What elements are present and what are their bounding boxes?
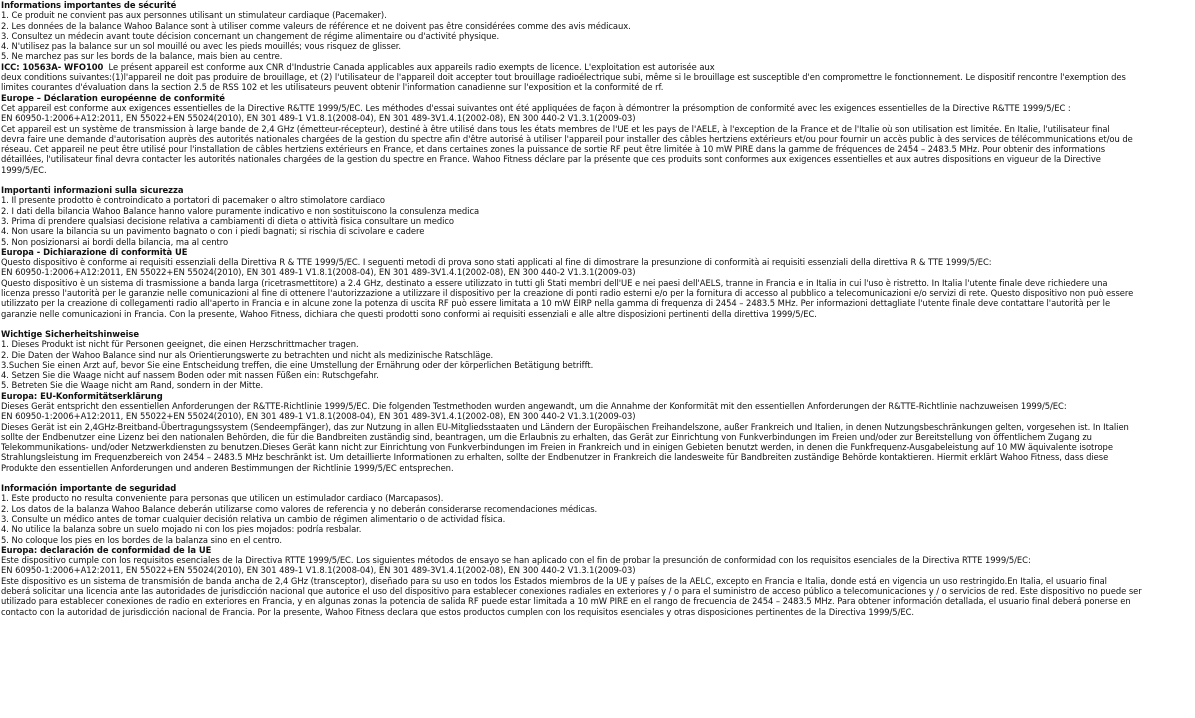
text-line: Este dispositivo cumple con los requisitos esenciales de la Directiva RTTE 1999/5/EC. Los siguientes métodos de ensayo se han aplicado con el fin de probar la presunción de conformidad con los requisitos esenciales de la Directiva RTTE 1999/5/EC: — [1, 555, 1031, 566]
section-title: Informations importantes de sécurité — [1, 0, 177, 10]
list-item: 3.Suchen Sie einen Arzt auf, bevor Sie eine Entscheidung treffen, die eine Umstellung der Ernährung oder der körperlichen Betätigung betrifft. — [1, 359, 594, 370]
section-title: Wichtige Sicherheitshinweise — [1, 328, 139, 339]
text-line: contacto con la autoridad de jurisdicción nacional de Francia. Por la presente, Wahoo Fitness declara que estos productos cumplen con los requisitos esenciales y otras disposiciones pertinentes de la Directiva 1999/5/EC. — [1, 606, 914, 617]
text-line: Telekommunikations- und/oder Netzwerkdiensten zu benutzen.Dieses Gerät kann nicht zur Einrichtung von Funkverbindungen im Freien in Frankreich und in einigen Gebieten benutzt werden, in denen die Funkfrequenz-Ausgabeleistung auf 10 MW äquivalente isotrope — [1, 442, 1113, 453]
text-line: devra faire une demande d'autorisation auprès des autorités nationales chargées de la gestion du spectre afin d'être autorisé à utiliser l'appareil pour installer des câbles hertziens extérieurs et/ou pour fournir un accès public à des services de télécommunications et/ou de — [1, 133, 1133, 144]
list-item: 1. Dieses Produkt ist nicht für Personen geeignet, die einen Herzschrittmacher tragen. — [1, 339, 359, 350]
text-line: Strahlungsleistung im Frequenzbereich von 2454 – 2483.5 MHz beschränkt ist. Um detaillierte Informationen zu erhalten, sollte der Endbenutzer in Frankreich die landesweite für Bandbreiten zuständige Behörde kontaktieren. Hiermit erklärt Wahoo Fitness, dass diese — [1, 452, 1109, 463]
list-item: 1. Il presente prodotto è controindicato a portatori di pacemaker o altro stimolatore cardiaco — [1, 195, 386, 206]
list-item: 3. Consultez un médecin avant toute décision concernant un changement de régime alimentaire ou d'activité physique. — [1, 30, 500, 41]
icc-label: ICC: 10563A- WFO100 — [1, 61, 104, 72]
text-line: Este dispositivo es un sistema de transmisión de banda ancha de 2,4 GHz (transceptor), diseñado para su uso en todos los Estados miembros de la UE y países de la AELC, excepto en Francia e Italia, donde está en vigencia un uso restringido.En Italia, el usuario final — [1, 575, 1107, 586]
text-line: 1999/5/EC. — [1, 164, 47, 175]
list-item: 2. Les données de la balance Wahoo Balance sont à utiliser comme valeurs de référence et ne doivent pas être considérées comme des avis médicaux. — [1, 20, 631, 31]
list-item: 5. Non posizionarsi ai bordi della bilancia, ma al centro — [1, 236, 229, 247]
text-line: utilizzato per la creazione di collegamenti radio all'aperto in Francia e in alcune zone la potenza di uscita RF può essere limitata a 10 mW EIRP nella gamma di frequenza di 2454 – 2483.5 MHz. Per informazioni dettagliate l'utente finale deve contattare l'autorità per le — [1, 298, 1111, 309]
text-line: Produkte den essentiellen Anforderungen und anderen Bestimmungen der Richtlinie 1999/5/EC entsprechen. — [1, 462, 454, 473]
conformity-title: Europa: EU-Konformitätserklärung — [1, 390, 163, 401]
conformity-title: Europe – Déclaration européenne de conformité — [1, 92, 225, 103]
conformity-title: Europa - Dichiarazione di conformità UE — [1, 246, 188, 257]
list-item: 2. I dati della bilancia Wahoo Balance hanno valore puramente indicativo e non sostituiscono la consulenza medica — [1, 205, 480, 216]
text-line: limites courantes d'évaluation dans la section 2.5 de RSS 102 et les utilisateurs peuvent obtenir l'information canadienne sur l'exposition et la conformité de rf. — [1, 82, 664, 93]
text-line: EN 60950-1:2006+A12:2011, EN 55022+EN 55024(2010), EN 301 489-1 V1.8.1(2008-04), EN 301 489-3V1.4.1(2002-08), EN 300 440-2 V1.3.1(2009-03) — [1, 267, 636, 278]
list-item: 4. Non usare la bilancia su un pavimento bagnato o con i piedi bagnati; si rischia di scivolare e cadere — [1, 226, 425, 237]
list-item: 5. Betreten Sie die Waage nicht am Rand, sondern in der Mitte. — [1, 380, 264, 391]
list-item: 4. N'utilisez pas la balance sur un sol mouillé ou avec les pieds mouillés; vous risquez de glisser. — [1, 41, 402, 52]
list-item: 2. Die Daten der Wahoo Balance sind nur als Orientierungswerte zu betrachten und nicht als medizinische Ratschläge. — [1, 349, 494, 360]
text-line: EN 60950-1:2006+A12:2011, EN 55022+EN 55024(2010), EN 301 489-1 V1.8.1(2008-04), EN 301 489-3V1.4.1(2002-08), EN 300 440-2 V1.3.1(2009-03) — [1, 411, 636, 422]
text-line: Questo dispositivo è un sistema di trasmissione a banda larga (ricetrasmettitore) a 2.4 GHz, destinato a essere utilizzato in tutti gli Stati membri dell'UE e nei paesi dell'AELS, tranne in Francia e in Italia in cui l'uso è ristretto. In Italia l'utente finale deve richiedere una — [1, 277, 1108, 288]
text-line: EN 60950-1:2006+A12:2011, EN 55022+EN 55024(2010), EN 301 489-1 V1.8.1(2008-04), EN 301 489-3V1.4.1(2002-08), EN 300 440-2 V1.3.1(2009-03) — [1, 113, 636, 124]
list-item: 5. Ne marchez pas sur les bords de la balance, mais bien au centre. — [1, 51, 283, 62]
text-line: EN 60950-1:2006+A12:2011, EN 55022+EN 55024(2010), EN 301 489-1 V1.8.1(2008-04), EN 301 489-3V1.4.1(2002-08), EN 300 440-2 V1.3.1(2009-03) — [1, 565, 636, 576]
section-french — [1, 0, 1191, 175]
text-line: Questo dispositivo è conforme ai requisiti essenziali della Direttiva R & TTE 1999/5/EC. I seguenti metodi di prova sono stati applicati al fine di dimostrare la presunzione di conformità ai requisiti essenziali della direttiva R & TTE 1999/5/EC: — [1, 257, 992, 268]
text-line: garanzie nelle comunicazioni in Francia. Con la presente, Wahoo Fitness, dichiara che questi prodotti sono conformi ai requisiti essenziali e alle altre disposizioni pertinenti della direttiva 1999/5/EC. — [1, 308, 817, 319]
conformity-title: Europa: declaración de conformidad de la UE — [1, 544, 212, 555]
text-line: sollte der Endbenutzer eine Lizenz bei den nationalen Behörden, die für die Bandbreiten zuständig sind, beantragen, um die Erlaubnis zu erhalten, das Gerät zur Einrichtung von Funkverbindungen im Freien und/oder zur Bereitstellung von öffentlichem Zugang zu — [1, 431, 1092, 442]
section-title: Importanti informazioni sulla sicurezza — [1, 185, 184, 196]
list-item: 4. Setzen Sie die Waage nicht auf nassem Boden oder mit nassen Füßen ein: Rutschgefahr. — [1, 370, 379, 381]
list-item: 3. Prima di prendere qualsiasi decisione relativa a cambiamenti di dieta o attività fisica consultare un medico — [1, 215, 454, 226]
section-title: Información importante de seguridad — [1, 483, 177, 494]
icc-statement-line — [1, 62, 1191, 72]
section-german — [1, 329, 1191, 473]
text-line: Dieses Gerät entspricht den essentiellen Anforderungen der R&TTE-Richtlinie 1999/5/EC. Die folgenden Testmethoden wurden angewandt, um die Annahme der Konformität mit den essentiellen Anforderungen der R&TTE-Richtlinie nachzuweisen 1999/5/EC: — [1, 400, 1067, 411]
list-item: 3. Consulte un médico antes de tomar cualquier decisión relativa un cambio de régimen alimentario o de actividad física. — [1, 513, 506, 524]
text-line: Cet appareil est conforme aux exigences essentielles de la Directive R&TTE 1999/5/EC. Les méthodes d'essai suivantes ont été appliquées de façon à démontrer la présomption de conformité avec les exigences essentielles de la Directive R&TTE 1999/5/EC : — [1, 102, 1071, 113]
list-item: 5. No coloque los pies en los bordes de la balanza sino en el centro. — [1, 534, 282, 545]
safety-document — [1, 0, 1191, 617]
icc-text: Le présent appareil est conforme aux CNR d'Industrie Canada applicables aux appareils radio exempts de licence. L'exploitation est autorisée aux — [108, 61, 715, 72]
list-item: 2. Los datos de la balanza Wahoo Balance deberán utilizarse como valores de referencia y no deberán considerarse recomendaciones médicas. — [1, 503, 598, 514]
text-line: deberá solicitar una licencia ante las autoridades de jurisdicción nacional que autorice el uso del dispositivo para establecer conexiones radiales en exteriores y / o para el suministro de acceso público a telecomunicaciones y / o servicios de red. Este dispositivo no puede ser — [1, 586, 1142, 597]
text-line: utilizado para establecer conexiones de radio en exteriores en Francia, y en algunas zonas la potencia de salida RF puede estar limitada a 10 mW PIRE en el rango de frecuencia de 2454 – 2483.5 MHz. Para obtener información detallada, el usuario final deberá ponerse en — [1, 596, 1131, 607]
list-item: 4. No utilice la balanza sobre un suelo mojado ni con los pies mojados: podría resbalar. — [1, 524, 362, 535]
section-spanish — [1, 483, 1191, 617]
text-line: Dieses Gerät ist ein 2,4GHz-Breitband-Übertragungssystem (Sendeempfänger), das zur Nutzung in allen EU-Mitgliedsstaaten und Ländern der Europäischen Freihandelszone, außer Frankreich und Italien, in denen Nutzungsbeschränkungen gelten, vorgesehen ist. In Italien — [1, 421, 1129, 432]
text-line: détaillées, l'utilisateur final devra contacter les autorités nationales chargées de la gestion du spectre en France. Wahoo Fitness déclare par la présente que ces produits sont conformes aux exigences essentielles et aux autres dispositions en vigueur de la Directive — [1, 154, 1101, 165]
text-line: réseau. Cet appareil ne peut être utilisé pour l'installation de câbles hertziens extérieurs en France, et dans certaines zones la puissance de sortie RF peut être limitée à 10 mW PIRE dans la gamme de fréquences de 2454 – 2483.5 MHz. Pour obtenir des informations — [1, 144, 1106, 155]
list-item: 1. Este producto no resulta conveniente para personas que utilicen un estimulador cardiaco (Marcapasos). — [1, 493, 444, 504]
text-line: Cet appareil est un système de transmission à large bande de 2,4 GHz (émetteur-récepteur), destiné à être utilisé dans tous les états membres de l'UE et les pays de l'AELE, à l'exception de la France et de l'Italie où son utilisation est limitée. En Italie, l'utilisateur final — [1, 123, 1110, 134]
section-italian — [1, 185, 1191, 319]
text-line: deux conditions suivantes:(1)l'appareil ne doit pas produire de brouillage, et (2) l'utilisateur de l'appareil doit accepter tout brouillage radioélectrique subi, même si le brouillage est susceptible d'en compromettre le fonctionnement. Le dispositif rencontre l'exemption des — [1, 72, 1126, 83]
text-line: licenza presso l'autorità per le garanzie nelle comunicazioni al fine di ottenere l'autorizzazione a utilizzare il dispositivo per la creazione di ponti radio esterni e/o per la fornitura di accesso al pubblico a telecomunicazioni e/o servizi di rete. Questo dispositivo non può essere — [1, 288, 1134, 299]
list-item: 1. Ce produit ne convient pas aux personnes utilisant un stimulateur cardiaque (Pacemaker). — [1, 10, 387, 21]
